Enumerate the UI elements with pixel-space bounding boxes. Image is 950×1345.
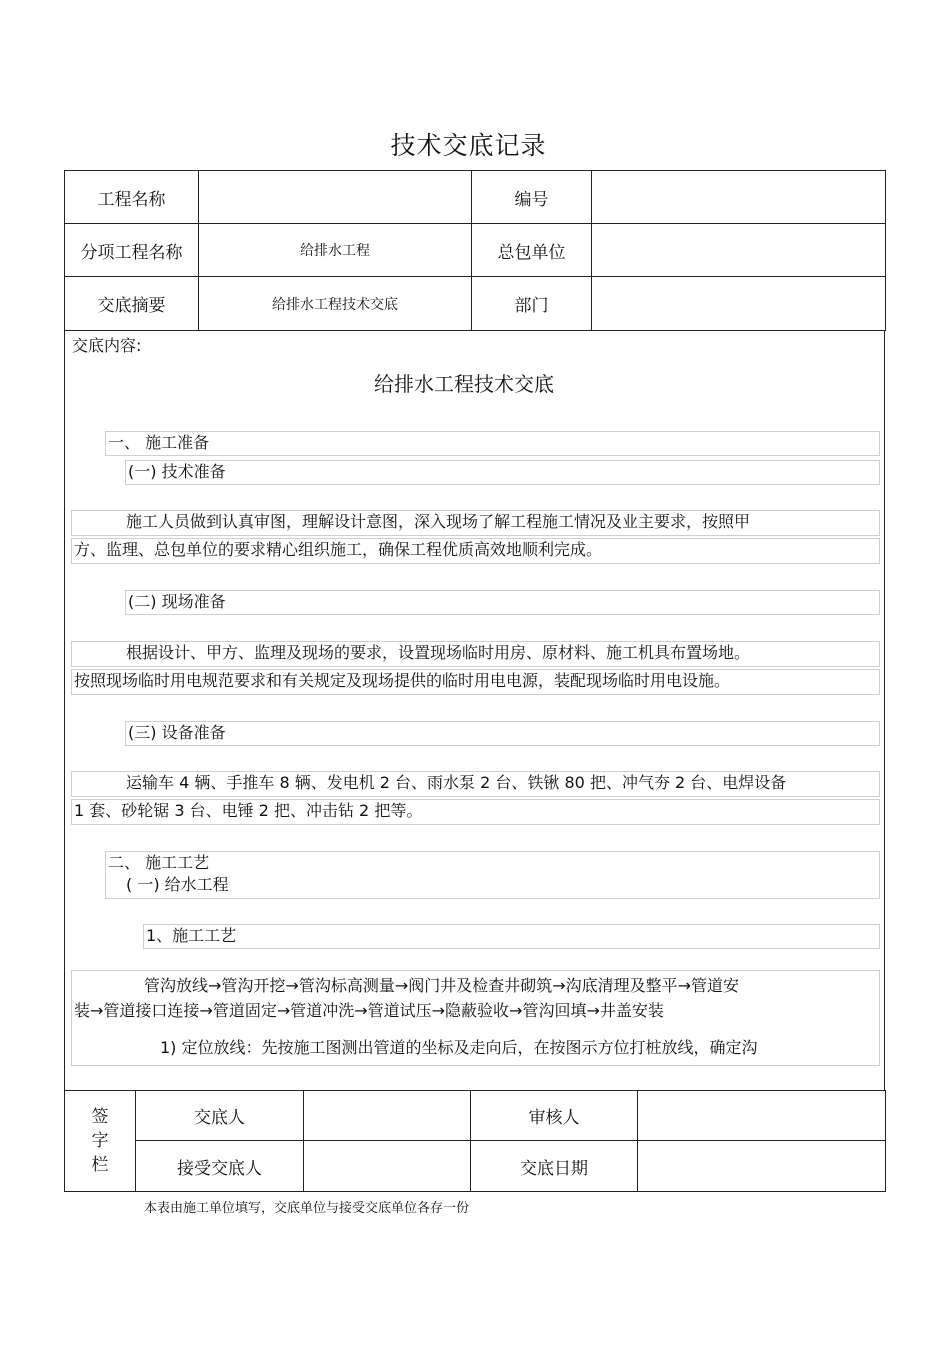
sub1-text-line1: 施工人员做到认真审图，理解设计意图，深入现场了解工程施工情况及业主要求，按照甲	[71, 510, 880, 536]
number-value	[592, 171, 886, 224]
section2-sub1: ( 一) 给水工程	[126, 875, 229, 894]
receiver-label: 接受交底人	[136, 1141, 304, 1192]
process-block	[71, 970, 880, 1066]
sign-label-cell	[65, 1091, 136, 1192]
department-value	[592, 277, 886, 331]
contractor-value	[592, 224, 886, 277]
process-line1: 管沟放线→管沟开挖→管沟标高测量→阀门井及检查井砌筑→沟底清理及整平→管道安	[144, 976, 740, 995]
department-label: 部门	[472, 277, 592, 331]
discloser-label: 交底人	[136, 1091, 304, 1141]
content-label: 交底内容:	[72, 336, 142, 355]
receiver-value	[304, 1141, 471, 1192]
item1-heading: 1、施工工艺	[143, 924, 880, 949]
summary-value: 给排水工程技术交底	[199, 277, 472, 331]
sub1-heading: (一) 技术准备	[125, 460, 880, 485]
sub2-text-line1: 根据设计、甲方、监理及现场的要求，设置现场临时用房、原材料、施工机具布置场地。	[71, 641, 880, 667]
sub2-text-line2: 按照现场临时用电规范要求和有关规定及现场提供的临时用电电源，装配现场临时用电设施。	[71, 669, 880, 695]
sub-project-value: 给排水工程	[199, 224, 472, 277]
reviewer-label: 审核人	[471, 1091, 638, 1141]
document-title: 技术交底记录	[390, 131, 547, 160]
process-line2: 装→管道接口连接→管道固定→管道冲洗→管道试压→隐蔽验收→管沟回填→井盖安装	[74, 1001, 664, 1020]
discloser-value	[304, 1091, 471, 1141]
sub3-heading: (三) 设备准备	[125, 721, 880, 746]
section2-block	[105, 851, 880, 899]
sub1-text-line2: 方、监理、总包单位的要求精心组织施工，确保工程优质高效地顺利完成。	[71, 538, 880, 564]
date-value	[638, 1141, 886, 1192]
sign-label: 签字栏	[91, 1107, 109, 1175]
footer-note: 本表由施工单位填写，交底单位与接受交底单位各存一份	[144, 1201, 470, 1216]
section2-heading: 二、 施工工艺	[108, 853, 210, 872]
content-box	[64, 330, 885, 1090]
sign-table	[64, 1090, 886, 1192]
sub-project-label: 分项工程名称	[65, 224, 199, 277]
sub3-text-line1: 运输车 4 辆、手推车 8 辆、发电机 2 台、雨水泵 2 台、铁锹 80 把、冲气夯 2 台、电焊设备	[71, 771, 880, 797]
sub2-heading: (二) 现场准备	[125, 590, 880, 615]
sub3-text-line2: 1 套、砂轮锯 3 台、电锤 2 把、冲击钻 2 把等。	[71, 799, 880, 825]
contractor-label: 总包单位	[472, 224, 592, 277]
section1-heading: 一、 施工准备	[105, 431, 880, 456]
project-name-label: 工程名称	[65, 171, 199, 224]
summary-label: 交底摘要	[65, 277, 199, 331]
header-table	[64, 170, 886, 331]
step1-line: 1) 定位放线：先按施工图测出管道的坐标及走向后，在按图示方位打桩放线，确定沟	[160, 1038, 758, 1057]
date-label: 交底日期	[471, 1141, 638, 1192]
content-title: 给排水工程技术交底	[374, 372, 554, 396]
project-name-value	[199, 171, 472, 224]
number-label: 编号	[472, 171, 592, 224]
reviewer-value	[638, 1091, 886, 1141]
